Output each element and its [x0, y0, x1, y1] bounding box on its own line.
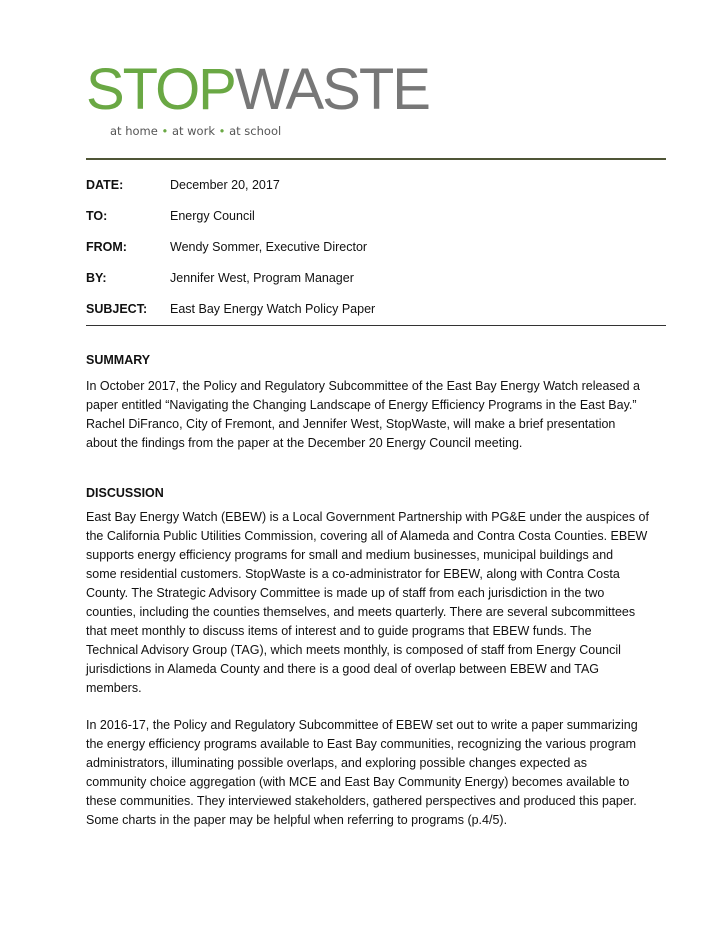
- discussion-line: County. The Strategic Advisory Committee is made up of staff from each jurisdiction in the two: [86, 586, 605, 600]
- discussion-line: In 2016-17, the Policy and Regulatory Subcommittee of EBEW set out to write a paper summarizing: [86, 718, 638, 732]
- logo-waste: WASTE: [234, 57, 429, 122]
- tagline-dot-1: •: [161, 124, 169, 138]
- discussion-line: jurisdictions in Alameda County and there is a good deal of overlap between EBEW and TAG: [86, 662, 600, 676]
- discussion-line: the energy efficiency programs available to East Bay communities, recognizing the various program: [86, 737, 637, 751]
- logo-tagline: [110, 124, 281, 138]
- memo-to-row: [86, 207, 255, 225]
- discussion-line: community choice aggregation (with MCE and East Bay Community Energy) becomes available to: [86, 775, 630, 789]
- logo-wordmark: [86, 58, 429, 122]
- discussion-paragraph-1: [86, 508, 649, 698]
- memo-subject-label: SUBJECT:: [86, 302, 148, 316]
- logo-stop: STOP: [86, 57, 235, 122]
- discussion-line: some residential customers. StopWaste is a co-administrator for EBEW, along with Contra Costa: [86, 567, 620, 581]
- memo-to-value: Energy Council: [170, 209, 255, 223]
- discussion-line: counties, including the counties themselves, and meets quarterly. There are several subcommittees: [86, 605, 636, 619]
- discussion-line: East Bay Energy Watch (EBEW) is a Local Government Partnership with PG&E under the auspices of: [86, 510, 649, 524]
- discussion-line: that meet monthly to discuss items of interest and to guide programs that EBEW funds. The: [86, 624, 592, 638]
- memo-subject-row: [86, 300, 375, 318]
- discussion-line: these communities. They interviewed stakeholders, gathered perspectives and produced this paper.: [86, 794, 637, 808]
- tagline-work: at work: [171, 124, 215, 138]
- memo-from-row: [86, 238, 367, 256]
- memo-from-value: Wendy Sommer, Executive Director: [170, 240, 368, 254]
- memo-by-row: [86, 269, 354, 287]
- memo-from-label: FROM:: [86, 240, 127, 254]
- tagline-dot-2: •: [218, 124, 226, 138]
- discussion-paragraph-2: [86, 716, 646, 830]
- memo-date-label: DATE:: [86, 178, 124, 192]
- memo-to-label: TO:: [86, 209, 108, 223]
- discussion-line: the California Public Utilities Commission, covering all of Alameda and Contra Costa Counties. EBEW: [86, 529, 648, 543]
- header-divider: [86, 158, 666, 160]
- discussion-heading: DISCUSSION: [86, 486, 164, 500]
- memo-by-value: Jennifer West, Program Manager: [170, 271, 354, 285]
- discussion-line: Some charts in the paper may be helpful when referring to programs (p.4/5).: [86, 813, 508, 827]
- discussion-line: Technical Advisory Group (TAG), which meets monthly, is composed of staff from Energy Council: [86, 643, 621, 657]
- memo-date-value: December 20, 2017: [170, 178, 280, 192]
- discussion-line: members.: [86, 681, 142, 695]
- memo-subject-value: East Bay Energy Watch Policy Paper: [170, 302, 376, 316]
- tagline-school: at school: [229, 124, 282, 138]
- summary-line: about the findings from the paper at the December 20 Energy Council meeting.: [86, 436, 523, 450]
- memo-by-label: BY:: [86, 271, 107, 285]
- summary-line: paper entitled “Navigating the Changing Landscape of Energy Efficiency Programs in the East Bay.”: [86, 398, 637, 412]
- summary-line: In October 2017, the Policy and Regulatory Subcommittee of the East Bay Energy Watch released a: [86, 379, 641, 393]
- summary-line: Rachel DiFranco, City of Fremont, and Jennifer West, StopWaste, will make a brief presentation: [86, 417, 616, 431]
- summary-paragraph: [86, 377, 646, 453]
- stopwaste-logo: [86, 57, 429, 140]
- discussion-line: administrators, illuminating possible overlaps, and exploring possible changes expected as: [86, 756, 587, 770]
- memo-divider: [86, 325, 666, 326]
- memo-date-row: [86, 176, 280, 194]
- summary-heading: SUMMARY: [86, 353, 151, 367]
- discussion-line: supports energy efficiency programs for small and medium businesses, municipal buildings and: [86, 548, 614, 562]
- tagline-home: at home: [110, 124, 158, 138]
